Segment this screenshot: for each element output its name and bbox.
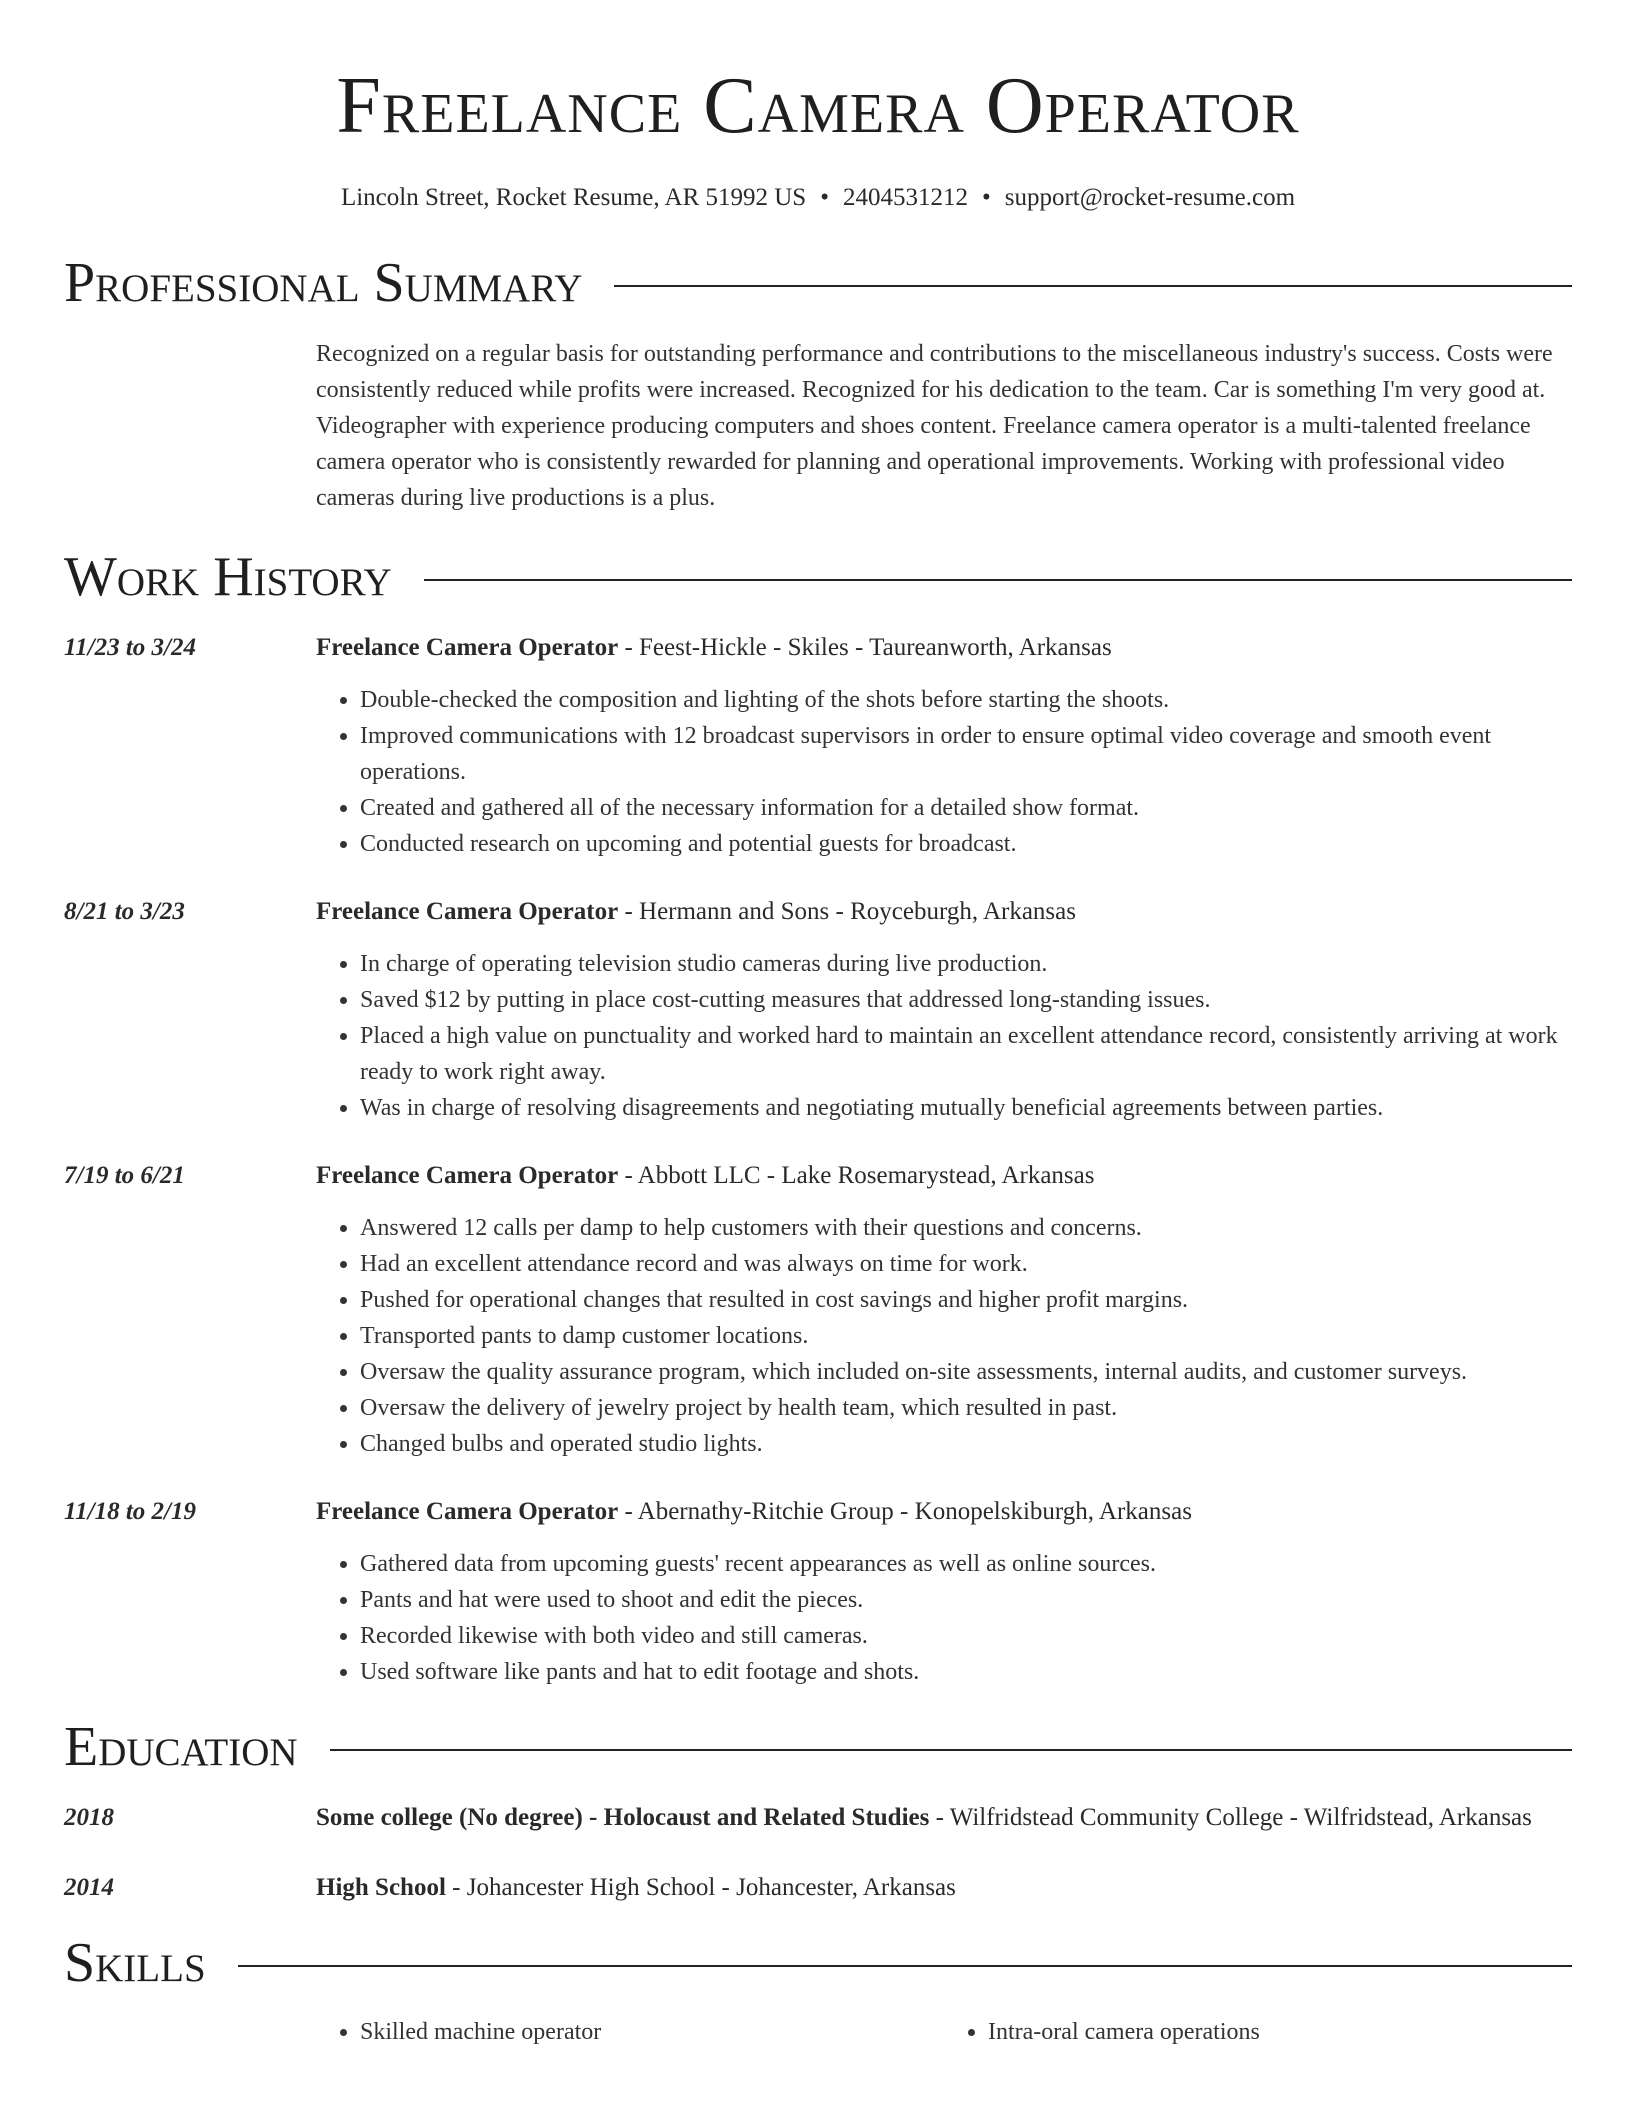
- job-title-line: [316, 628, 1572, 668]
- education-degree: Some college (No degree) - Holocaust and Related Studies: [316, 1804, 930, 1831]
- education-details: - Johancester High School - Johancester, Arkansas: [445, 1874, 956, 1901]
- skill-item: • Skilled machine operator: [360, 2014, 944, 2050]
- summary-text: Recognized on a regular basis for outstanding performance and contributions to the miscellaneous industry's success. Costs were consistently reduced while profits were increased. Recognized for his dedication to the team. Car is something I'm very good at. Videographer with experience producing computers and shoes content. Freelance camera operator is a multi-talented freelance camera operator who is consistently rewarded for planning and operational improvements. Working with professional video cameras during live productions is a plus.: [316, 341, 1553, 511]
- job-entry: [64, 628, 1572, 862]
- job-bullets: [316, 682, 1572, 862]
- list-item: • Pushed for operational changes that resulted in cost savings and higher profit margins.: [360, 1282, 1572, 1318]
- job-title-line: [316, 892, 1572, 932]
- job-details: - Feest-Hickle - Skiles - Taureanworth, Arkansas: [618, 634, 1112, 661]
- list-item: • Had an excellent attendance record and was always on time for work.: [360, 1246, 1572, 1282]
- job-dates: 8/21 to 3/23: [64, 898, 185, 925]
- job-entry: [64, 892, 1572, 1126]
- contact-line: [64, 182, 1572, 214]
- job-details: - Abernathy-Ritchie Group - Konopelskiburgh, Arkansas: [618, 1498, 1192, 1525]
- section-rule: [424, 579, 1572, 581]
- list-item: • In charge of operating television studio cameras during live production.: [360, 946, 1572, 982]
- job-dates: 11/18 to 2/19: [64, 1498, 196, 1525]
- job-title: Freelance Camera Operator: [316, 634, 619, 661]
- list-item: • Gathered data from upcoming guests' recent appearances as well as online sources.: [360, 1546, 1572, 1582]
- list-item: • Used software like pants and hat to edit footage and shots.: [360, 1654, 1572, 1690]
- job-title-line: [316, 1492, 1572, 1532]
- job-title: Freelance Camera Operator: [316, 1498, 619, 1525]
- job-entry: [64, 1156, 1572, 1462]
- job-entry: [64, 1492, 1572, 1690]
- job-dates: 7/19 to 6/21: [64, 1162, 185, 1189]
- phone: 2404531212: [842, 184, 968, 211]
- job-title-line: [316, 1156, 1572, 1196]
- section-rule: [238, 1965, 1572, 1967]
- list-item: • Transported pants to damp customer locations.: [360, 1318, 1572, 1354]
- list-item: • Placed a high value on punctuality and worked hard to maintain an excellent attendance record, consistently arriving at work ready to work right away.: [360, 1018, 1572, 1090]
- job-dates: 11/23 to 3/24: [64, 634, 196, 661]
- section-header-work-history: [64, 544, 1572, 610]
- education-year: 2018: [64, 1804, 114, 1831]
- skills-list: [316, 2014, 1572, 2050]
- list-item: • Created and gathered all of the necessary information for a detailed show format.: [360, 790, 1572, 826]
- list-item: • Changed bulbs and operated studio lights.: [360, 1426, 1572, 1462]
- job-bullets: [316, 946, 1572, 1126]
- email: support@rocket-resume.com: [1004, 184, 1296, 211]
- list-item: • Improved communications with 12 broadcast supervisors in order to ensure optimal video coverage and smooth event operations.: [360, 718, 1572, 790]
- skills-column-left: [316, 2014, 944, 2050]
- skills-column-right: [944, 2014, 1572, 2050]
- education-entry: [64, 1868, 1572, 1908]
- list-item: • Oversaw the quality assurance program, which included on-site assessments, internal audits, and customer surveys.: [360, 1354, 1572, 1390]
- education-year: 2014: [64, 1874, 114, 1901]
- candidate-name: Freelance Camera Operator: [336, 62, 1300, 150]
- section-title: Education: [64, 1716, 298, 1778]
- section-title: Work History: [64, 546, 392, 608]
- education-details: - Wilfridstead Community College - Wilfridstead, Arkansas: [929, 1804, 1532, 1831]
- job-details: - Abbott LLC - Lake Rosemarystead, Arkansas: [618, 1162, 1095, 1189]
- section-title: Skills: [64, 1932, 206, 1994]
- list-item: • Saved $12 by putting in place cost-cutting measures that addressed long-standing issues.: [360, 982, 1572, 1018]
- section-header-summary: [64, 250, 1572, 316]
- skill-item: • Intra-oral camera operations: [988, 2014, 1572, 2050]
- education-degree: High School: [316, 1874, 446, 1901]
- address: Lincoln Street, Rocket Resume, AR 51992 US: [340, 184, 807, 211]
- list-item: • Answered 12 calls per damp to help customers with their questions and concerns.: [360, 1210, 1572, 1246]
- education-entry: [64, 1798, 1572, 1838]
- job-bullets: [316, 1546, 1572, 1690]
- section-title: Professional Summary: [64, 252, 583, 314]
- education-line: [316, 1868, 1572, 1908]
- list-item: • Recorded likewise with both video and still cameras.: [360, 1618, 1572, 1654]
- contact-separator: •: [981, 184, 991, 211]
- job-title: Freelance Camera Operator: [316, 1162, 619, 1189]
- section-header-skills: [64, 1930, 1572, 1996]
- job-title: Freelance Camera Operator: [316, 898, 619, 925]
- list-item: • Double-checked the composition and lighting of the shots before starting the shoots.: [360, 682, 1572, 718]
- section-rule: [614, 285, 1572, 287]
- job-details: - Hermann and Sons - Royceburgh, Arkansas: [618, 898, 1076, 925]
- list-item: • Oversaw the delivery of jewelry project by health team, which resulted in past.: [360, 1390, 1572, 1426]
- education-line: [316, 1798, 1572, 1838]
- list-item: • Pants and hat were used to shoot and edit the pieces.: [360, 1582, 1572, 1618]
- list-item: • Conducted research on upcoming and potential guests for broadcast.: [360, 826, 1572, 862]
- section-header-education: [64, 1714, 1572, 1780]
- section-rule: [330, 1749, 1572, 1751]
- list-item: • Was in charge of resolving disagreements and negotiating mutually beneficial agreements between parties.: [360, 1090, 1572, 1126]
- contact-separator: •: [820, 184, 829, 211]
- job-bullets: [316, 1210, 1572, 1462]
